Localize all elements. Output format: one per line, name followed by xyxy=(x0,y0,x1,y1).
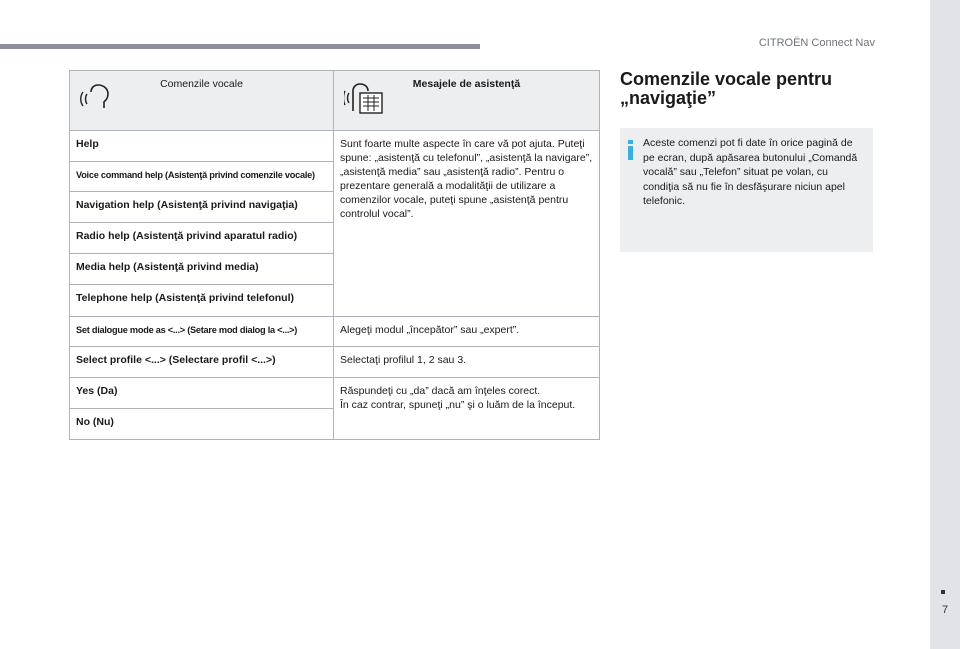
page-number: 7 xyxy=(941,604,949,616)
command-cell xyxy=(70,192,334,223)
table-header-messages xyxy=(334,71,600,131)
command-cell xyxy=(70,347,334,378)
col-header-messages: Mesajele de asistenţă xyxy=(412,78,521,90)
col-header-commands: Comenzile vocale xyxy=(160,78,243,90)
command-help: Help xyxy=(76,138,99,150)
info-note-box xyxy=(620,128,873,252)
table-row xyxy=(70,317,600,347)
command-cell xyxy=(70,254,334,285)
message-cell-yesno xyxy=(334,378,600,440)
command-cell xyxy=(70,131,334,162)
voice-command-icon xyxy=(80,81,116,111)
help-message: Sunt foarte multe aspecte în care vă pot ajuta. Puteţi spune: „asistenţă cu telefonul”, „asistenţă la navigare”, „asistenţă media” sau „asistenţă radio”. Pentru o prezentare generală a modalităţii de utilizare a comenzilor vocale, puteţi spune „asistenţă pentru controlul vocal”. xyxy=(340,138,593,220)
assistance-message-icon xyxy=(344,81,384,115)
command-cell xyxy=(70,378,334,409)
table-header-row xyxy=(70,71,600,131)
table-header-commands xyxy=(70,71,334,131)
info-icon xyxy=(628,140,633,160)
profile-message: Selectaţi profilul 1, 2 sau 3. xyxy=(340,354,467,366)
command-telephone-help: Telephone help (Asistenţă privind telefonul) xyxy=(76,292,294,304)
yesno-message-line1: Răspundeţi cu „da” dacă am înţeles corect. xyxy=(340,385,541,397)
info-note-text: Aceste comenzi pot fi date în orice pagină de pe ecran, după apăsarea butonului „Comandă vocală” sau „Telefon” situat pe volan, cu condiţia să nu fie în desfăşurare niciun apel telefonic. xyxy=(643,137,858,207)
page-side-strip xyxy=(930,0,960,649)
command-cell xyxy=(70,317,334,347)
section-heading xyxy=(620,70,880,108)
command-radio-help: Radio help (Asistenţă privind aparatul radio) xyxy=(76,230,298,242)
command-cell xyxy=(70,285,334,317)
dialog-message: Alegeţi modul „începător” sau „expert”. xyxy=(340,324,520,336)
command-cell xyxy=(70,162,334,192)
message-cell-dialog xyxy=(334,317,600,347)
table-row xyxy=(70,131,600,162)
header-brand: CITROËN Connect Nav xyxy=(758,37,875,49)
table-row xyxy=(70,378,600,409)
message-cell-help xyxy=(334,131,600,317)
command-voice-help: Voice command help (Asistenţă privind comenzile vocale) xyxy=(76,170,315,180)
command-cell xyxy=(70,223,334,254)
header-rule xyxy=(0,44,480,49)
command-cell xyxy=(70,409,334,440)
section-heading-line2: „navigaţie” xyxy=(620,88,717,108)
command-no: No (Nu) xyxy=(76,416,114,428)
command-select-profile: Select profile <...> (Selectare profil <...>) xyxy=(76,354,276,366)
command-media-help: Media help (Asistenţă privind media) xyxy=(76,261,259,273)
command-yes: Yes (Da) xyxy=(76,385,118,397)
voice-commands-table xyxy=(69,70,600,440)
yesno-message-line2: În caz contrar, spuneţi „nu” şi o luăm de la început. xyxy=(340,399,576,411)
table-row xyxy=(70,347,600,378)
section-heading-line1: Comenzile vocale pentru xyxy=(620,69,833,89)
command-dialogue-mode: Set dialogue mode as <...> (Setare mod dialog la <...>) xyxy=(76,325,298,335)
command-navigation-help: Navigation help (Asistenţă privind navigaţia) xyxy=(76,199,298,211)
page-marker-icon xyxy=(941,590,945,594)
message-cell-profile xyxy=(334,347,600,378)
